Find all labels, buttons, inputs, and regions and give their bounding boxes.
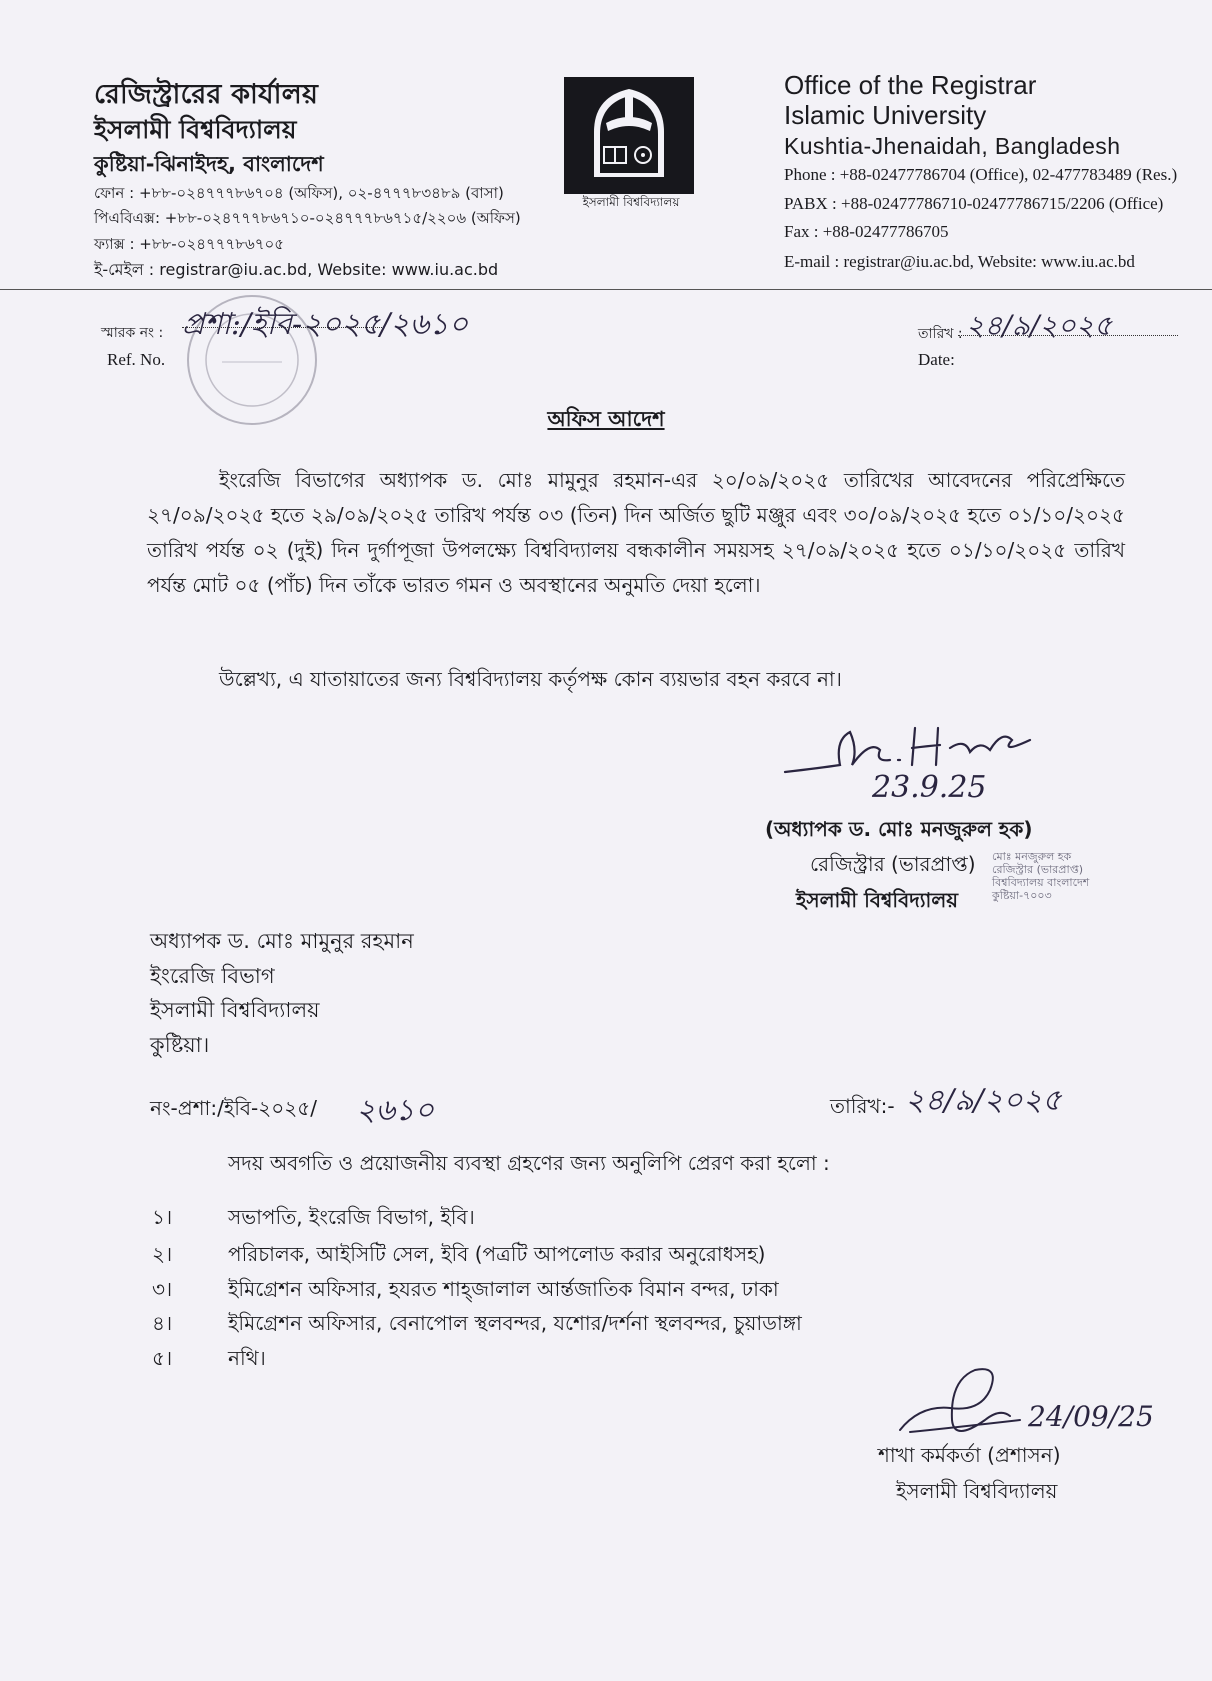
seal-line: রেজিস্ট্রার (ভারপ্রাপ্ত) (992, 863, 1084, 876)
cc-intro: সদয় অবগতি ও প্রয়োজনীয় ব্যবস্থা গ্রহণের জন্য অনুলিপি প্রেরণ করা হলো : (228, 1151, 830, 1175)
signatory-name: (অধ্যাপক ড. মোঃ মনজুরুল হক) (765, 817, 1033, 841)
document-title-text: অফিস আদেশ (547, 407, 665, 431)
date-value: ২৪/৯/২০২৫ (966, 309, 1113, 342)
body-note: উল্লেখ্য, এ যাতায়াতের জন্য বিশ্ববিদ্যালয় কর্তৃপক্ষ কোন ব্যয়ভার বহন করবে না। (219, 667, 842, 691)
seal-line: কুষ্টিয়া-৭০০৩ (992, 889, 1052, 902)
date-label-en: Date: (918, 350, 955, 369)
signatory2-organization: ইসলামী বিশ্ববিদ্যালয় (896, 1479, 1058, 1503)
ref-label-en: Ref. No. (107, 350, 166, 369)
header-location-en: Kushtia-Jhenaidah, Bangladesh (784, 133, 1121, 159)
header-office-bn: রেজিস্ট্রারের কার্যালয় (94, 79, 319, 110)
header-phone-en: Phone : +88-02477786704 (Office), 02-477783489 (Res.) (784, 165, 1178, 184)
header-fax-en: Fax : +88-02477786705 (784, 222, 949, 241)
cc-item-text: পরিচালক, আইসিটি সেল, ইবি (পত্রটি আপলোড করার অনুরোধসহ) (228, 1242, 766, 1266)
university-logo-icon (564, 77, 694, 194)
addressee-university: ইসলামী বিশ্ববিদ্যালয় (150, 998, 320, 1022)
header-location-bn: কুষ্টিয়া-ঝিনাইদহ, বাংলাদেশ (94, 152, 324, 176)
ref-dotted-line (182, 327, 382, 328)
seal-line: বিশ্ববিদ্যালয় বাংলাদেশ (992, 876, 1090, 889)
cc-item-text: ইমিগ্রেশন অফিসার, হযরত শাহ্জালাল আর্ন্তজাতিক বিমান বন্দর, ঢাকা (228, 1277, 779, 1301)
logo-caption: ইসলামী বিশ্ববিদ্যালয় (582, 195, 680, 209)
ref-label-bn: স্মারক নং : (101, 325, 164, 341)
header-phone-bn: ফোন : +৮৮-০২৪৭৭৭৮৬৭০৪ (অফিস), ০২-৪৭৭৭৮৩৪৮৯ (বাসা) (94, 184, 504, 202)
date2-label: তারিখ:- (830, 1094, 895, 1118)
signatory-designation: রেজিস্ট্রার (ভারপ্রাপ্ত) (810, 852, 976, 876)
date-dotted-line (958, 335, 1178, 336)
signature2-scribble-icon (890, 1350, 1040, 1450)
cc-item-number: ২। (152, 1242, 173, 1266)
cc-item-text: নথি। (228, 1346, 266, 1370)
header-email-bn: ই-মেইল : registrar@iu.ac.bd, Website: www.iu.ac.bd (94, 260, 499, 279)
cc-item-number: ১। (152, 1205, 173, 1229)
seal-stamp-text (992, 850, 1089, 902)
header-email-en: E-mail : registrar@iu.ac.bd, Website: www.iu.ac.bd (784, 252, 1135, 271)
header-university-en: Islamic University (784, 100, 987, 130)
signature2-date: 24/09/25 (1028, 1400, 1154, 1433)
signatory2-designation: শাখা কর্মকর্তা (প্রশাসন) (878, 1443, 1061, 1467)
seal-line: মোঃ মনজুরুল হক (992, 850, 1072, 863)
header-office-en: Office of the Registrar (784, 70, 1037, 100)
cc-item-number: ৪। (152, 1311, 173, 1335)
date-label-bn: তারিখ : (918, 326, 963, 342)
date2-value: ২৪/৯/২০২৫ (905, 1083, 1062, 1118)
signatory-organization: ইসলামী বিশ্ববিদ্যালয় (796, 888, 959, 912)
ref2-number: ২৬১০ (356, 1093, 434, 1128)
header-fax-bn: ফ্যাক্স : +৮৮-০২৪৭৭৭৮৬৭০৫ (94, 235, 284, 253)
cc-item-number: ৫। (152, 1346, 173, 1370)
cc-item-text: ইমিগ্রেশন অফিসার, বেনাপোল স্থলবন্দর, যশোর/দর্শনা স্থলবন্দর, চুয়াডাঙ্গা (228, 1311, 802, 1335)
ref-number: প্রশা:/ইবি-২০২৫/২৬১০ (182, 307, 469, 342)
cc-item-text: সভাপতি, ইংরেজি বিভাগ, ইবি। (228, 1205, 475, 1229)
body-paragraph: ইংরেজি বিভাগের অধ্যাপক ড. মোঃ মামুনুর রহমান-এর ২০/০৯/২০২৫ তারিখের আবেদনের পরিপ্রেক্ষিতে ২৭/০৯/২০২৫ হতে ২৯/০৯/২০২৫ তারিখ পর্যন্ত ০৩ (তিন) দিন অর্জিত ছুটি মঞ্জুর এবং ৩০/০৯/২০২৫ হতে ০১/১০/২০২৫ তারিখ পর্যন্ত ০২ (দুই) দিন দুর্গাপূজা উপলক্ষ্যে বিশ্ববিদ্যালয় বন্ধকালীন সময়সহ ২৭/০৯/২০২৫ হতে ০১/১০/২০২৫ তারিখ পর্যন্ত মোট ০৫ (পাঁচ) দিন তাঁকে ভারত গমন ও অবস্থানের অনুমতি দেয়া হলো। (147, 468, 1125, 597)
addressee-department: ইংরেজি বিভাগ (150, 964, 275, 988)
signature-date: 23.9.25 (872, 770, 987, 805)
document-title (0, 403, 1212, 438)
cc-item-number: ৩। (152, 1277, 173, 1301)
header-pabx-en: PABX : +88-02477786710-02477786715/2206 (Office) (784, 194, 1164, 213)
addressee-city: কুষ্টিয়া। (150, 1033, 210, 1057)
addressee-name: অধ্যাপক ড. মোঃ মামুনুর রহমান (150, 929, 414, 953)
ref2-label: নং-প্রশা:/ইবি-২০২৫/ (150, 1096, 318, 1120)
header-pabx-bn: পিএবিএক্স: +৮৮-০২৪৭৭৭৮৬৭১০-০২৪৭৭৭৮৬৭১৫/২২০৬ (অফিস) (94, 209, 521, 227)
header-university-bn: ইসলামী বিশ্ববিদ্যালয় (94, 115, 297, 144)
